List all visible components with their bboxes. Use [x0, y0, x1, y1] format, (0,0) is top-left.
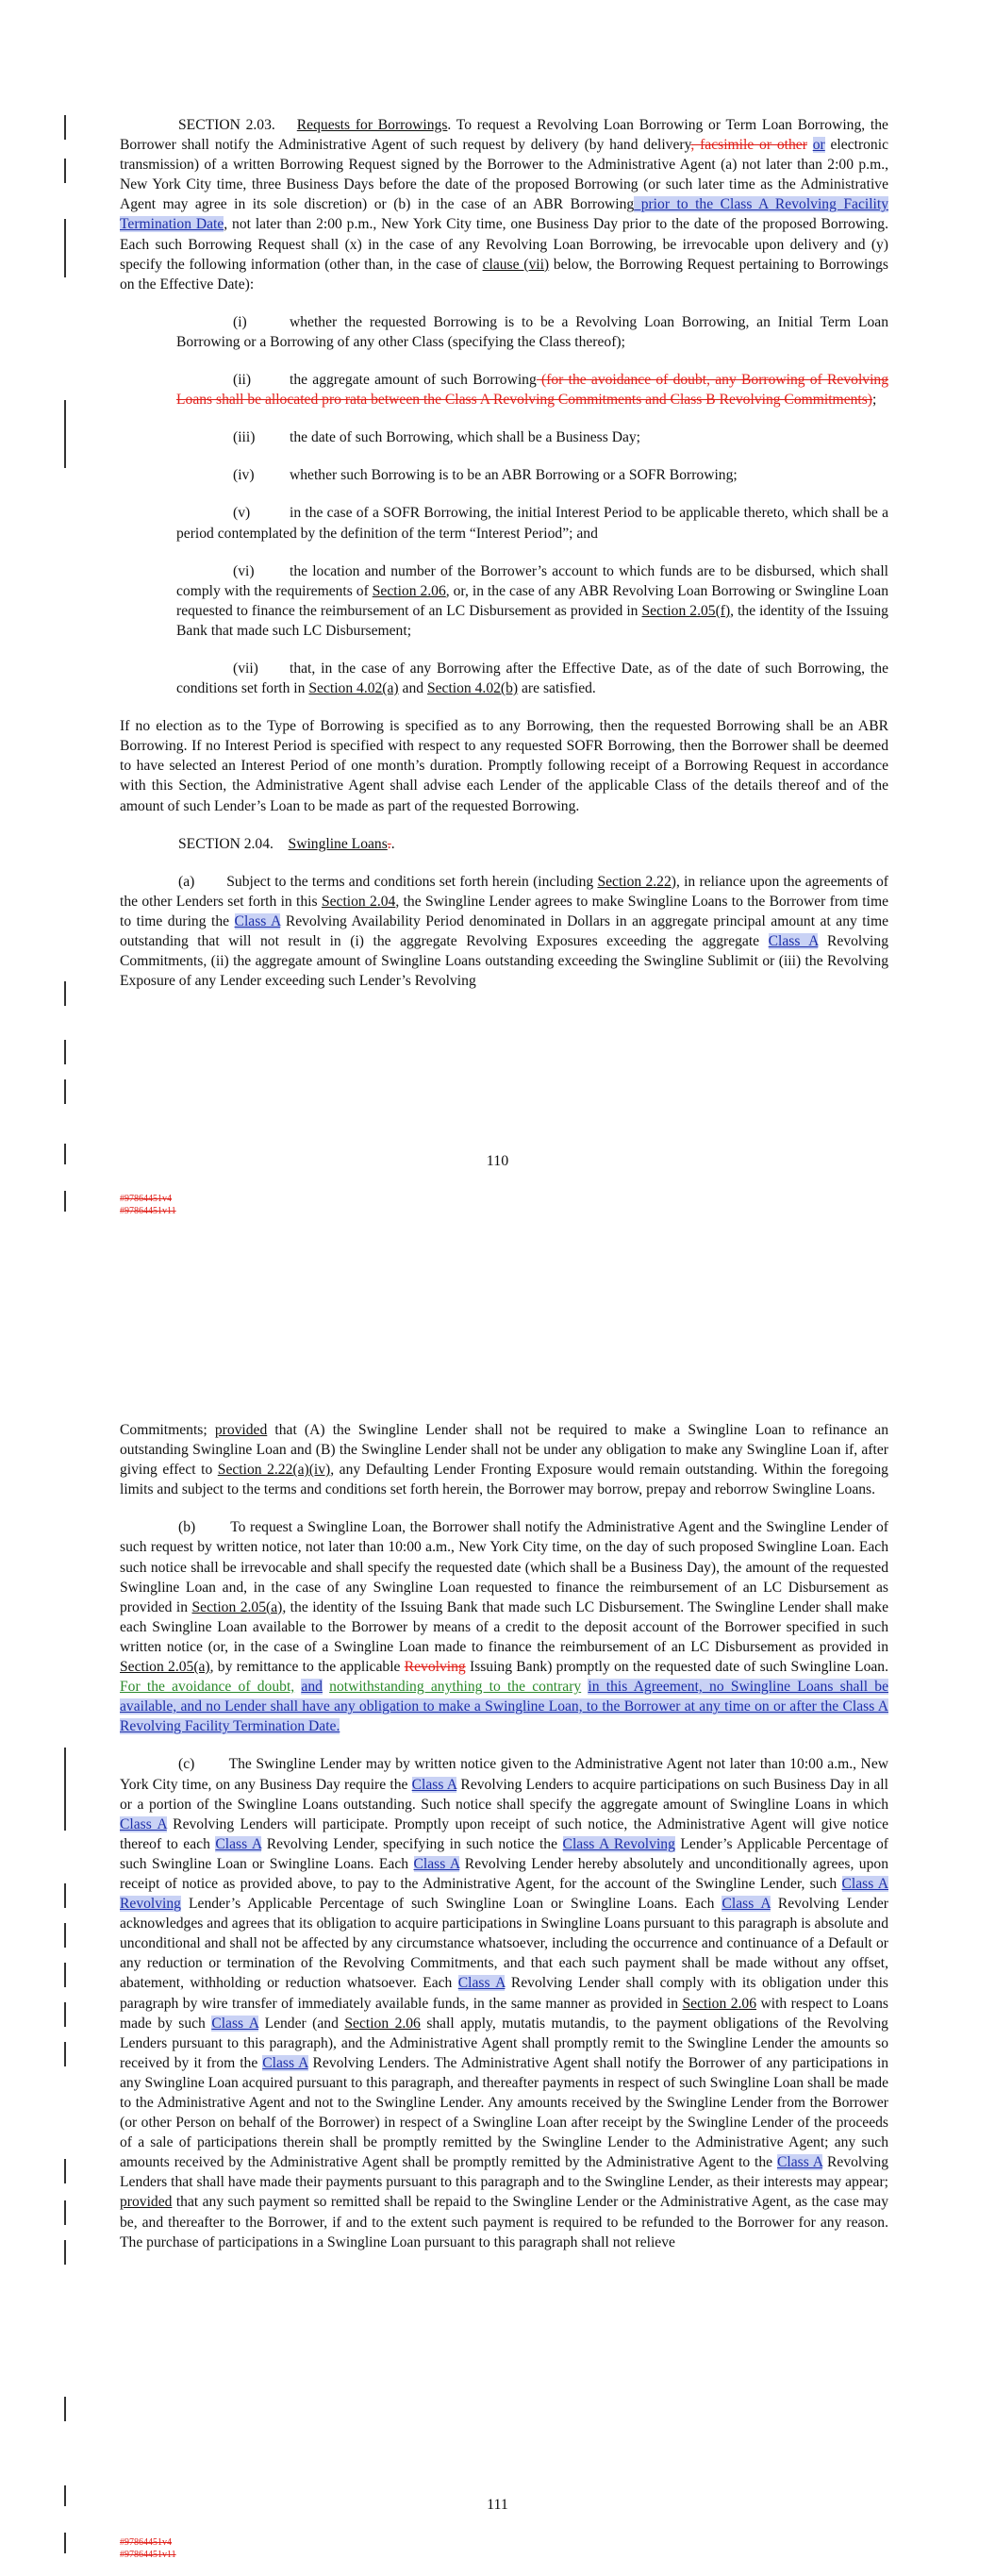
change-bar — [64, 219, 66, 277]
page-110-body — [120, 115, 888, 1009]
list-item-vii: (vii) that, in the case of any Borrowing after the Effective Date, as of the date of such Borrowing, the conditions set forth in Section 4.02(a) and Section 4.02(b) are satisfied. — [176, 660, 888, 697]
continuation-paragraph: Commitments; provided that (A) the Swingline Lender shall not be required to make a Swingline Loan to refinance an outstanding Swingline Loan and (B) the Swingline Lender shall not be under any obligation to make any Swingline Loan if, after giving effect to Section 2.22(a)(iv), any Defaulting Lender Fronting Exposure would remain outstanding. Within the foregoing limits and subject to the terms and conditions set forth herein, the Borrower may borrow, prepay and reborrow Swingline Loans. — [120, 1422, 888, 1498]
list-item-iii: (iii) the date of such Borrowing, which shall be a Business Day; — [233, 429, 641, 446]
footer-doc-id-old: #97864451v4 — [120, 2537, 172, 2548]
change-bar — [64, 2533, 66, 2553]
list-item-ii: (ii) the aggregate amount of such Borrowing (for the avoidance of doubt, any Borrowing of Revolving Loans shall be allocated pro rata between the Class A Revolving Commitments and Class B Revolving Commitments); — [176, 372, 888, 409]
change-bar — [64, 1923, 66, 1948]
paragraph-c: (c) The Swingline Lender may by written notice given to the Administrative Agent not later than 10:00 a.m., New York City time, on any Business Day require the Class A Revolving Lenders to acquire participations on such Business Day in all or a portion of the Swingline Loans outstanding. Such notice shall specify the aggregate amount of Swingline Loans in which Class A Revolving Lenders will participate. Promptly upon receipt of such notice, the Administrative Agent will give notice thereof to each Class A Revolving Lender, specifying in such notice the Class A Revolving Lender’s Applicable Percentage of such Swingline Loan or Swingline Loans. Each Class A Revolving Lender hereby absolutely and unconditionally agrees, upon receipt of notice as provided above, to pay to the Administrative Agent, for the account of the Swingline Lender, such Class A Revolving Lender’s Applicable Percentage of such Swingline Loan or Swingline Loans. Each Class A Revolving Lender acknowledges and agrees that its obligation to acquire participations in Swingline Loans pursuant to this paragraph is absolute and unconditional and shall not be affected by any circumstance whatsoever, including the occurrence and continuance of a Default or any reduction or termination of the Revolving Commitments, and that each such payment shall be made without any offset, abatement, withholding or reduction whatsoever. Each Class A Revolving Lender shall comply with its obligation under this paragraph by wire transfer of immediately available funds, in the same manner as provided in Section 2.06 with respect to Loans made by such Class A Lender (and Section 2.06 shall apply, mutatis mutandis, to the payment obligations of the Revolving Lenders pursuant to this paragraph), and the Administrative Agent shall promptly remit to the Swingline Lender the amounts so received by it from the Class A Revolving Lenders. The Administrative Agent shall notify the Borrower of any participations in any Swingline Loan acquired pursuant to this paragraph, and thereafter payments in respect of such Swingline Loan shall be made to the Administrative Agent and not to the Swingline Lender. Any amounts received by the Swingline Lender from the Borrower (or other Person on behalf of the Borrower) in respect of a Swingline Loan after receipt by the Swingline Lender of the proceeds of a sale of participations therein shall be promptly remitted by the Swingline Lender to the Administrative Agent; any such amounts received by the Administrative Agent shall be promptly remitted by the Administrative Agent to the Class A Revolving Lenders that shall have made their payments pursuant to this paragraph and to the Swingline Lender, as their interests may appear; provided that any such payment so remitted shall be repaid to the Swingline Lender or the Administrative Agent, as the case may be, and thereafter to the Borrower, if and to the extent such payment is required to be refunded to the Borrower for any reason. The purchase of participations in a Swingline Loan pursuant to this paragraph shall not relieve — [120, 1756, 889, 2250]
footer-doc-id-new: #97864451v11 — [120, 1206, 176, 1216]
change-bar — [64, 2042, 66, 2066]
change-bar — [64, 2240, 66, 2265]
change-bar — [64, 1963, 66, 1987]
change-bar — [64, 1079, 66, 1104]
change-bar — [64, 159, 66, 183]
change-bar — [64, 2159, 66, 2183]
change-bar — [64, 1040, 66, 1064]
change-bar — [64, 2200, 66, 2225]
paragraph-b: (b) To request a Swingline Loan, the Borrower shall notify the Administrative Agent and the Swingline Lender of such request by written notice, not later than 10:00 a.m., New York City time, on the day of such proposed Swingline Loan. Each such notice shall be irrevocable and shall specify the requested date (which shall be a Business Day), the amount of the requested Swingline Loan and, in the case of any Swingline Loan requested to finance the reimbursement of an LC Disbursement as provided in Section 2.05(a), the identity of the Issuing Bank that made such LC Disbursement. The Swingline Lender shall make each Swingline Loan available to the Borrower by means of a credit to the deposit account of the Borrower specified in such written notice (or, in the case of a Swingline Loan made to finance the reimbursement of an LC Disbursement as provided in Section 2.05(a), by remittance to the applicable Revolving Issuing Bank) promptly on the requested date of such Swingline Loan. For the avoidance of doubt, and notwithstanding anything to the contrary in this Agreement, no Swingline Loans shall be available, and no Lender shall have any obligation to make a Swingline Loan, to the Borrower at any time on or after the Class A Revolving Facility Termination Date. — [120, 1519, 889, 1735]
page-111-body — [120, 1420, 888, 2270]
change-bar — [64, 1883, 66, 1908]
change-bar — [64, 400, 66, 468]
change-bar — [64, 1191, 66, 1212]
change-bar — [64, 2397, 66, 2421]
footer-doc-id-new: #97864451v11 — [120, 2550, 176, 2560]
document-page-110 — [0, 0, 995, 1264]
list-item-vi: (vi) the location and number of the Borrower’s account to which funds are to be disbursed, which shall comply with the requirements of Section 2.06, or, in the case of any ABR Revolving Loan Borrowing or Swingline Loan requested to finance the reimbursement of an LC Disbursement as provided in Section 2.05(f), the identity of the Issuing Bank that made such LC Disbursement; — [176, 562, 888, 639]
page-number: 110 — [486, 1153, 509, 1169]
section-2-03-paragraph: SECTION 2.03. Requests for Borrowings. To request a Revolving Loan Borrowing or Term Loan Borrowing, the Borrower shall notify the Administrative Agent of such request by delivery (by hand delivery, facsimile or other or electronic transmission) of a written Borrowing Request signed by the Borrower to the Administrative Agent (a) not later than 2:00 p.m., New York City time, three Business Days before the date of the proposed Borrowing (or such later time as the Administrative Agent may agree in its sole discretion) or (b) in the case of an ABR Borrowing prior to the Class A Revolving Facility Termination Date, not later than 2:00 p.m., New York City time, one Business Day prior to the date of the proposed Borrowing. Each such Borrowing Request shall (x) in the case of any Revolving Loan Borrowing, be irrevocable upon delivery and (y) specify the following information (other than, in the case of clause (vii) below, the Borrowing Request pertaining to Borrowings on the Effective Date): — [120, 117, 889, 293]
section-2-04-heading: SECTION 2.04. Swingline Loans.. — [178, 835, 395, 852]
election-paragraph: If no election as to the Type of Borrowing is specified as to any Borrowing, then the requested Borrowing shall be an ABR Borrowing. If no Interest Period is specified with respect to any requested SOFR Borrowing, then the Borrower shall be deemed to have selected an Interest Period of one month’s duration. Promptly following receipt of a Borrowing Request in accordance with this Section, the Administrative Agent shall advise each Lender of the applicable Class of the details thereof and of the amount of such Lender’s Loan to be made as part of the requested Borrowing. — [120, 718, 888, 814]
change-bar — [64, 981, 66, 1006]
footer-doc-id-old: #97864451v4 — [120, 1194, 172, 1204]
change-bar — [64, 115, 66, 140]
list-item-i: (i) whether the requested Borrowing is to be a Revolving Loan Borrowing, an Initial Term Loan Borrowing or a Borrowing of any other Class (specifying the Class thereof); — [176, 313, 888, 350]
list-item-v: (v) in the case of a SOFR Borrowing, the initial Interest Period to be applicable thereto, which shall be a period contemplated by the definition of the term “Interest Period”; and — [176, 505, 888, 542]
list-item-iv: (iv) whether such Borrowing is to be an ABR Borrowing or a SOFR Borrowing; — [233, 467, 738, 484]
page-number: 111 — [487, 2497, 508, 2513]
paragraph-a: (a) Subject to the terms and conditions set forth herein (including Section 2.22), in reliance upon the agreements of the other Lenders set forth in this Section 2.04, the Swingline Lender agrees to make Swingline Loans to the Borrower from time to time during the Class A Revolving Availability Period denominated in Dollars in an aggregate principal amount at any time outstanding that will not result in (i) the aggregate Revolving Exposures exceeding the aggregate Class A Revolving Commitments, (ii) the aggregate amount of Swingline Loans outstanding exceeding the Swingline Sublimit or (iii) the Revolving Exposure of any Lender exceeding such Lender’s Revolving — [120, 873, 889, 990]
change-bar — [64, 1748, 66, 1831]
change-bar — [64, 2002, 66, 2027]
document-page-111 — [0, 1312, 995, 2576]
